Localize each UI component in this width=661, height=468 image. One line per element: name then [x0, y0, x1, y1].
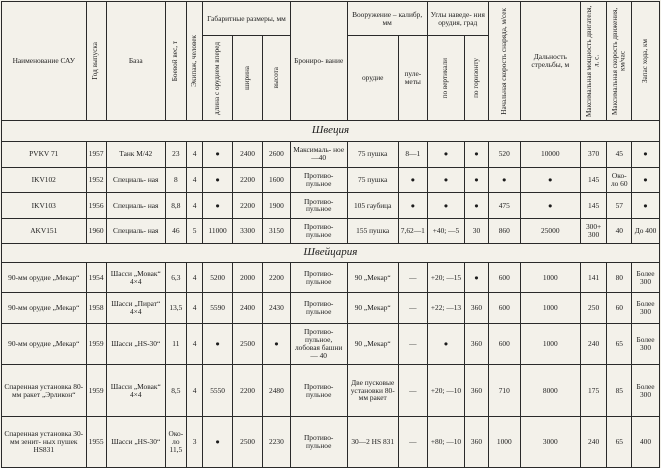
crew-cell: 5 — [187, 218, 203, 244]
crew-cell: 3 — [187, 416, 203, 467]
weight-cell: 6,3 — [165, 263, 186, 293]
range-cell: 1000 — [520, 323, 580, 365]
range-cell: ● — [520, 167, 580, 193]
height-cell: 2480 — [263, 365, 291, 416]
speed-cell: 40 — [607, 218, 632, 244]
year-cell: 1958 — [86, 293, 106, 323]
table-row — [2, 323, 660, 365]
base-cell: Шасси „Мовак“ 4×4 — [106, 263, 165, 293]
height-cell: 2230 — [263, 416, 291, 467]
base-cell: Специаль- ная — [106, 218, 165, 244]
table-row — [2, 365, 660, 416]
header-range: Дальность стрельбы, м — [520, 2, 580, 121]
crew-cell: 4 — [187, 141, 203, 167]
vert-angle-cell: ● — [427, 167, 464, 193]
gun-cell: 75 пушка — [347, 141, 398, 167]
weight-cell: 46 — [165, 218, 186, 244]
gun-cell: 90 „Мекар“ — [347, 263, 398, 293]
mg-cell: — — [398, 365, 427, 416]
length-cell: ● — [203, 323, 233, 365]
base-cell: Шасси „Пират“ 4×4 — [106, 293, 165, 323]
header-gun: орудие — [347, 36, 398, 121]
table-row — [2, 167, 660, 193]
speed-cell: 65 — [607, 323, 632, 365]
mg-cell: 8—1 — [398, 141, 427, 167]
gun-cell: 75 пушка — [347, 167, 398, 193]
horiz-angle-cell: 30 — [465, 218, 489, 244]
year-cell: 1954 — [86, 263, 106, 293]
vert-angle-cell: ● — [427, 141, 464, 167]
reserve-cell: Более 300 — [632, 293, 660, 323]
length-cell: ● — [203, 416, 233, 467]
horiz-angle-cell: 360 — [465, 323, 489, 365]
name-cell: IKV102 — [2, 167, 87, 193]
header-vert: по вертикали — [441, 57, 450, 99]
gun-cell: 90 „Мекар“ — [347, 293, 398, 323]
header-arms: Вооружение – калибр, мм — [347, 2, 427, 36]
reserve-cell: Более 300 — [632, 365, 660, 416]
muzzle-cell: 860 — [488, 218, 520, 244]
horiz-angle-cell: ● — [465, 141, 489, 167]
width-cell: 2000 — [233, 263, 263, 293]
mg-cell: 7,62—1 — [398, 218, 427, 244]
armor-cell: Максималь- ное—40 — [290, 141, 347, 167]
muzzle-cell: 710 — [488, 365, 520, 416]
height-cell: 2430 — [263, 293, 291, 323]
table-row — [2, 218, 660, 244]
year-cell: 1959 — [86, 365, 106, 416]
speed-cell: Око- ло 60 — [607, 167, 632, 193]
table-row — [2, 263, 660, 293]
armor-cell: Противо- пульное — [290, 263, 347, 293]
country-sweden: Швеция — [2, 121, 660, 142]
header-length: длина с орудием вперед — [212, 41, 221, 115]
armor-cell: Противо- пульное, лобовая башни— 40 — [290, 323, 347, 365]
reserve-cell: Более 300 — [632, 323, 660, 365]
power-cell: 145 — [580, 193, 607, 219]
length-cell: 11000 — [203, 218, 233, 244]
range-cell: 3000 — [520, 416, 580, 467]
base-cell: Специаль- ная — [106, 193, 165, 219]
spg-spec-table — [1, 1, 660, 468]
crew-cell: 4 — [187, 293, 203, 323]
length-cell: ● — [203, 141, 233, 167]
range-cell: ● — [520, 193, 580, 219]
name-cell: Спаренная установка 80-мм ракет „Эрликон“ — [2, 365, 87, 416]
vert-angle-cell: ● — [427, 193, 464, 219]
gun-cell: 30—2 HS 831 — [347, 416, 398, 467]
header-base: База — [106, 2, 165, 121]
range-cell: 10000 — [520, 141, 580, 167]
mg-cell: — — [398, 323, 427, 365]
base-cell: Шасси „HS-30“ — [106, 416, 165, 467]
header-power: Максимальная мощность двигателя, л. с. — [585, 5, 601, 117]
weight-cell: Око- ло 11,5 — [165, 416, 186, 467]
range-cell: 1000 — [520, 293, 580, 323]
height-cell: 2600 — [263, 141, 291, 167]
power-cell: 175 — [580, 365, 607, 416]
vert-angle-cell: +22; —13 — [427, 293, 464, 323]
horiz-angle-cell: 360 — [465, 293, 489, 323]
header-width: ширина — [242, 66, 251, 91]
year-cell: 1959 — [86, 323, 106, 365]
table-body — [2, 121, 660, 468]
table-row — [2, 293, 660, 323]
horiz-angle-cell: 360 — [465, 365, 489, 416]
header-year: Год выпуска — [91, 42, 100, 80]
gun-cell: Две пусковые установки 80-мм ракет — [347, 365, 398, 416]
power-cell: 141 — [580, 263, 607, 293]
reserve-cell: ● — [632, 141, 660, 167]
height-cell: 3150 — [263, 218, 291, 244]
height-cell: ● — [263, 323, 291, 365]
header-reserve: Запас хода, км — [640, 39, 649, 83]
weight-cell: 13,5 — [165, 293, 186, 323]
armor-cell: Противо- пульное — [290, 365, 347, 416]
year-cell: 1960 — [86, 218, 106, 244]
muzzle-cell: 520 — [488, 141, 520, 167]
reserve-cell: Более 300 — [632, 263, 660, 293]
armor-cell: Противо- пульное — [290, 416, 347, 467]
weight-cell: 8,5 — [165, 365, 186, 416]
name-cell: 90-мм орудие „Мекар“ — [2, 263, 87, 293]
weight-cell: 8,8 — [165, 193, 186, 219]
width-cell: 2200 — [233, 193, 263, 219]
length-cell: ● — [203, 193, 233, 219]
reserve-cell: ● — [632, 167, 660, 193]
header-muzzle: Начальная скорость снаряда, м/сек — [499, 7, 508, 115]
width-cell: 2500 — [233, 323, 263, 365]
table-row — [2, 193, 660, 219]
muzzle-cell: 600 — [488, 293, 520, 323]
muzzle-cell: 600 — [488, 323, 520, 365]
vert-angle-cell: +80; —10 — [427, 416, 464, 467]
weight-cell: 23 — [165, 141, 186, 167]
table-header — [2, 2, 660, 121]
range-cell: 8000 — [520, 365, 580, 416]
reserve-cell: ● — [632, 193, 660, 219]
length-cell: 5200 — [203, 263, 233, 293]
reserve-cell: 400 — [632, 416, 660, 467]
horiz-angle-cell: 360 — [465, 416, 489, 467]
name-cell: IKV103 — [2, 193, 87, 219]
height-cell: 2200 — [263, 263, 291, 293]
header-mg: пуле- меты — [398, 36, 427, 121]
mg-cell: ● — [398, 167, 427, 193]
table-row — [2, 416, 660, 467]
name-cell: AKV151 — [2, 218, 87, 244]
width-cell: 2400 — [233, 141, 263, 167]
table-row — [2, 141, 660, 167]
muzzle-cell: ● — [488, 167, 520, 193]
height-cell: 1600 — [263, 167, 291, 193]
muzzle-cell: 475 — [488, 193, 520, 219]
range-cell: 1000 — [520, 263, 580, 293]
name-cell: PVKV 71 — [2, 141, 87, 167]
mg-cell: — — [398, 416, 427, 467]
horiz-angle-cell: ● — [465, 193, 489, 219]
header-weight: Боевой вес, т — [171, 40, 180, 82]
weight-cell: 11 — [165, 323, 186, 365]
country-switzerland: Швейцария — [2, 244, 660, 263]
mg-cell: — — [398, 263, 427, 293]
crew-cell: 4 — [187, 263, 203, 293]
height-cell: 1900 — [263, 193, 291, 219]
length-cell: ● — [203, 167, 233, 193]
mg-cell: — — [398, 293, 427, 323]
name-cell: 90-мм орудие „Мекар“ — [2, 323, 87, 365]
armor-cell: Противо- пульное — [290, 293, 347, 323]
base-cell: Шасси „Мовак“ 4×4 — [106, 365, 165, 416]
gun-cell: 90 „Мекар“ — [347, 323, 398, 365]
vert-angle-cell: ● — [427, 323, 464, 365]
base-cell: Шасси „HS-30“ — [106, 323, 165, 365]
base-cell: Специаль- ная — [106, 167, 165, 193]
power-cell: 250 — [580, 293, 607, 323]
speed-cell: 57 — [607, 193, 632, 219]
year-cell: 1955 — [86, 416, 106, 467]
vert-angle-cell: +40; —5 — [427, 218, 464, 244]
speed-cell: 65 — [607, 416, 632, 467]
year-cell: 1956 — [86, 193, 106, 219]
crew-cell: 4 — [187, 167, 203, 193]
gun-cell: 105 гаубица — [347, 193, 398, 219]
header-speed: Максимальная скорость движения, км/час — [610, 7, 627, 115]
header-height: высота — [271, 67, 280, 89]
power-cell: 370 — [580, 141, 607, 167]
speed-cell: 80 — [607, 263, 632, 293]
horiz-angle-cell: ● — [465, 167, 489, 193]
base-cell: Танк М/42 — [106, 141, 165, 167]
width-cell: 2200 — [233, 365, 263, 416]
name-cell: Спаренная установка 30-мм зенит- ных пушек HS831 — [2, 416, 87, 467]
mg-cell: ● — [398, 193, 427, 219]
vert-angle-cell: +20; —15 — [427, 263, 464, 293]
crew-cell: 4 — [187, 365, 203, 416]
muzzle-cell: 1000 — [488, 416, 520, 467]
width-cell: 3300 — [233, 218, 263, 244]
power-cell: 240 — [580, 416, 607, 467]
speed-cell: 45 — [607, 141, 632, 167]
header-name: Наименование САУ — [2, 2, 87, 121]
header-angles: Углы наведе- ния орудия, град — [427, 2, 488, 36]
length-cell: 5590 — [203, 293, 233, 323]
power-cell: 300+ 300 — [580, 218, 607, 244]
header-armor: Брониро- вание — [290, 2, 347, 121]
weight-cell: 8 — [165, 167, 186, 193]
muzzle-cell: 600 — [488, 263, 520, 293]
length-cell: 5550 — [203, 365, 233, 416]
power-cell: 240 — [580, 323, 607, 365]
name-cell: 90-мм орудие „Мекар“ — [2, 293, 87, 323]
width-cell: 2400 — [233, 293, 263, 323]
crew-cell: 4 — [187, 193, 203, 219]
power-cell: 145 — [580, 167, 607, 193]
width-cell: 2200 — [233, 167, 263, 193]
horiz-angle-cell: ● — [465, 263, 489, 293]
range-cell: 25000 — [520, 218, 580, 244]
header-dims: Габаритные размеры, мм — [203, 2, 291, 36]
header-horiz: по горизонту — [471, 58, 480, 99]
vert-angle-cell: +20; —10 — [427, 365, 464, 416]
crew-cell: 4 — [187, 323, 203, 365]
armor-cell: Противо- пульное — [290, 218, 347, 244]
armor-cell: Противо- пульное — [290, 193, 347, 219]
speed-cell: 60 — [607, 293, 632, 323]
width-cell: 2500 — [233, 416, 263, 467]
gun-cell: 155 пушка — [347, 218, 398, 244]
year-cell: 1952 — [86, 167, 106, 193]
year-cell: 1957 — [86, 141, 106, 167]
header-crew: Экипаж, человек — [189, 35, 198, 87]
reserve-cell: До 400 — [632, 218, 660, 244]
armor-cell: Противо- пульное — [290, 167, 347, 193]
speed-cell: 85 — [607, 365, 632, 416]
